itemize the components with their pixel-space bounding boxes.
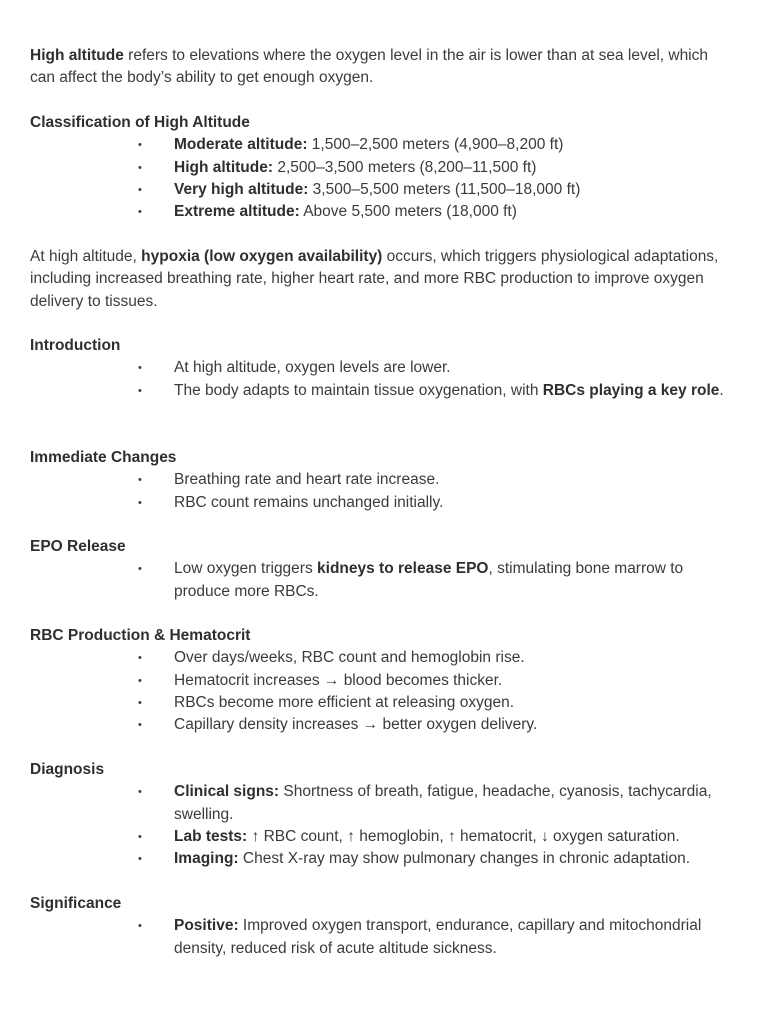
bullet: • [138, 563, 142, 576]
introduction-heading: Introduction [30, 337, 121, 354]
diagnosis-section [30, 759, 735, 870]
epo-section [30, 536, 735, 603]
introduction-section [30, 335, 735, 402]
item-label: Lab tests: [174, 827, 248, 845]
list-item [30, 380, 735, 402]
item-text: Capillary density increases → better oxygen delivery. [174, 716, 538, 734]
list-item [30, 692, 735, 714]
classification-heading: Classification of High Altitude [30, 114, 250, 131]
diagnosis-list [30, 781, 735, 870]
item-label: Positive: [174, 917, 239, 935]
bullet: • [138, 674, 142, 687]
list-item [30, 558, 735, 603]
diagnosis-heading: Diagnosis [30, 761, 105, 778]
introduction-list [30, 357, 735, 402]
bullet: • [138, 496, 142, 509]
bullet: • [138, 652, 142, 665]
bullet: • [138, 139, 142, 152]
bullet: • [138, 362, 142, 375]
bullet: • [138, 384, 142, 397]
bullet: • [138, 206, 142, 219]
item-text: 1,500–2,500 meters (4,900–8,200 ft) [307, 136, 564, 154]
bullet: • [138, 920, 142, 933]
item-label: Very high altitude: [174, 180, 309, 198]
item-text: RBCs become more efficient at releasing oxygen. [174, 693, 515, 711]
list-item [30, 492, 735, 514]
item-bold: RBCs playing a key role [542, 381, 720, 399]
item-text: Chest X-ray may show pulmonary changes in chronic adaptation. [238, 850, 691, 868]
list-item [30, 201, 735, 223]
list-item [30, 179, 735, 201]
item-label: Imaging: [174, 850, 239, 868]
list-item [30, 781, 735, 826]
list-item [30, 469, 735, 491]
bullet: • [138, 853, 142, 866]
item-text: RBC count remains unchanged initially. [174, 493, 444, 511]
item-text: , stimulating bone marrow to produce more RBCs. [174, 560, 684, 600]
item-text: Shortness of breath, fatigue, headache, cyanosis, tachycardia, swelling. [174, 783, 712, 823]
bullet: • [138, 830, 142, 843]
list-item [30, 157, 735, 179]
item-text: Low oxygen triggers [174, 560, 318, 578]
item-text: Improved oxygen transport, endurance, capillary and mitochondrial density, reduced risk of acute altitude sickness. [174, 917, 702, 957]
significance-list [30, 915, 735, 960]
list-item [30, 714, 735, 736]
item-text: Above 5,500 meters (18,000 ft) [299, 203, 517, 221]
intro-term: High altitude [30, 47, 124, 64]
item-text: 2,500–3,500 meters (8,200–11,500 ft) [273, 158, 537, 176]
immediate-list [30, 469, 735, 514]
immediate-section [30, 447, 735, 514]
item-text: The body adapts to maintain tissue oxygenation, with [174, 381, 543, 399]
epo-list [30, 558, 735, 603]
item-text: ↑ RBC count, ↑ hemoglobin, ↑ hematocrit, ↓ oxygen saturation. [247, 827, 680, 845]
hypoxia-paragraph [30, 246, 735, 313]
hypoxia-post: occurs, which triggers physiological adaptations, including increased breathing rate, higher heart rate, and more RBC production to improve oxygen delivery to tissues. [30, 248, 719, 310]
item-text: . [719, 381, 724, 399]
classification-section [30, 112, 735, 223]
item-text: Breathing rate and heart rate increase. [174, 471, 440, 489]
item-label: High altitude: [174, 158, 274, 176]
list-item [30, 848, 735, 870]
item-text: Hematocrit increases → blood becomes thicker. [174, 671, 503, 689]
rbc-heading: RBC Production & Hematocrit [30, 627, 251, 644]
list-item [30, 134, 735, 156]
item-label: Moderate altitude: [174, 136, 308, 154]
list-item [30, 647, 735, 669]
item-text: Over days/weeks, RBC count and hemoglobin rise. [174, 649, 525, 667]
list-item [30, 915, 735, 960]
significance-heading: Significance [30, 895, 122, 912]
bullet: • [138, 786, 142, 799]
item-bold: kidneys to release EPO [317, 560, 489, 578]
item-text: At high altitude, oxygen levels are lower. [174, 359, 451, 377]
bullet: • [138, 719, 142, 732]
item-label: Clinical signs: [174, 783, 280, 801]
item-text: 3,500–5,500 meters (11,500–18,000 ft) [308, 180, 581, 198]
item-label: Extreme altitude: [174, 203, 300, 221]
rbc-list [30, 647, 735, 736]
bullet: • [138, 474, 142, 487]
bullet: • [138, 161, 142, 174]
significance-section [30, 893, 735, 960]
list-item [30, 826, 735, 848]
rbc-section [30, 625, 735, 736]
intro-paragraph [30, 45, 735, 90]
immediate-heading: Immediate Changes [30, 449, 177, 466]
list-item [30, 357, 735, 379]
intro-text: refers to elevations where the oxygen level in the air is lower than at sea level, which can affect the body’s ability to get enough oxygen. [30, 47, 709, 87]
bullet: • [138, 696, 142, 709]
epo-heading: EPO Release [30, 538, 126, 555]
hypoxia-pre: At high altitude, [30, 248, 142, 265]
hypoxia-term: hypoxia (low oxygen availability) [141, 248, 383, 265]
bullet: • [138, 183, 142, 196]
classification-list [30, 134, 735, 223]
list-item [30, 670, 735, 692]
